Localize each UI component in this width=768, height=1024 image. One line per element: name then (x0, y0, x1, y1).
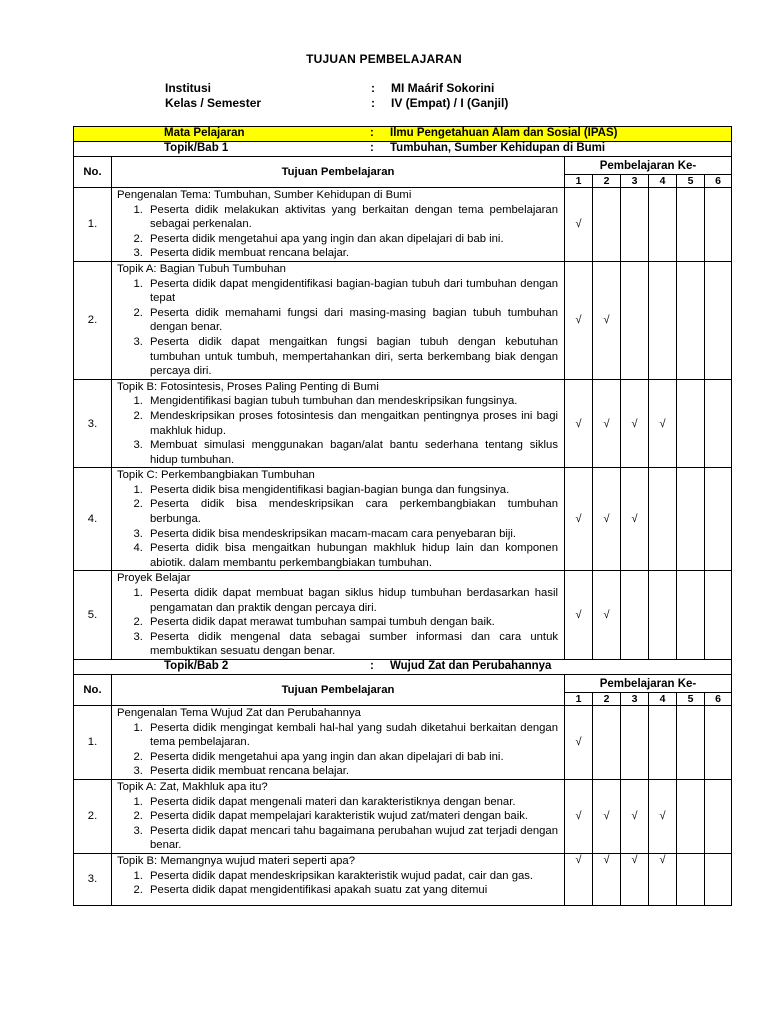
objective-list (117, 869, 558, 898)
check-mark-2: √ (593, 853, 621, 905)
header-pembelajaran-ke: Pembelajaran Ke- (565, 157, 732, 175)
header-num-1: 1 (565, 693, 593, 706)
objective-item: 4. Peserta didik bisa mengaitkan hubungan makhluk hidup lain dan komponen abiotik. dalam membantu perkembangbiakan tumbuhan. (146, 541, 558, 570)
check-cell-5 (677, 571, 705, 660)
document-title: TUJUAN PEMBELAJARAN (306, 52, 462, 66)
check-cell-4 (649, 571, 677, 660)
header-tujuan: Tujuan Pembelajaran (112, 157, 565, 188)
table-row (74, 379, 732, 468)
check-cell-3 (621, 706, 649, 780)
header-num-6: 6 (705, 693, 732, 706)
header-num-3: 3 (621, 175, 649, 188)
objective-item: 1. Peserta didik dapat membuat bagan siklus hidup tumbuhan berdasarkan hasil pengamatan dan praktik dengan percaya diri. (146, 586, 558, 615)
topic-title: Pengenalan Tema: Tumbuhan, Sumber Kehidupan di Bumi (117, 189, 412, 201)
meta-label: Institusi (165, 81, 212, 95)
objective-list (117, 483, 558, 571)
row-number: 1. (74, 188, 112, 262)
check-cell-3 (621, 188, 649, 262)
row-number: 3. (74, 379, 112, 468)
table-row (74, 853, 732, 905)
objective-cell (112, 853, 565, 905)
topik-bab-2-row (74, 660, 732, 675)
row-number: 5. (74, 571, 112, 660)
header-num-3: 3 (621, 693, 649, 706)
table-row (74, 571, 732, 660)
header-num-2: 2 (593, 175, 621, 188)
check-cell-2 (593, 706, 621, 780)
check-cell-3 (621, 261, 649, 379)
check-cell-4 (649, 468, 677, 571)
objective-cell (112, 379, 565, 468)
objective-item: 3. Membuat simulasi menggunakan bagan/alat bantu sederhana tentang siklus hidup tumbuhan. (146, 438, 558, 467)
objective-item: 2. Peserta didik mengetahui apa yang ingin dan akan dipelajari di bab ini. (146, 750, 558, 765)
info-colon: : (370, 660, 374, 672)
row-number: 2. (74, 261, 112, 379)
check-mark-3: √ (621, 779, 649, 853)
objective-cell (112, 571, 565, 660)
info-label: Mata Pelajaran (164, 127, 245, 139)
check-mark-1: √ (565, 706, 593, 780)
header-no: No. (74, 157, 112, 188)
info-value: Ilmu Pengetahuan Alam dan Sosial (IPAS) (390, 127, 618, 139)
topic-title: Topik A: Bagian Tubuh Tumbuhan (117, 262, 286, 275)
topik-bab-1-row-content (74, 142, 731, 156)
objective-list (117, 203, 558, 261)
table-row (74, 188, 732, 262)
info-value: Wujud Zat dan Perubahannya (390, 660, 552, 672)
objective-item: 1. Peserta didik melakukan aktivitas yang berkaitan dengan tema pembelajaran sebagai perkenalan. (146, 203, 558, 232)
meta-colon: : (371, 81, 375, 95)
topic-title: Pengenalan Tema Wujud Zat dan Perubahannya (117, 707, 361, 719)
table-row (74, 468, 732, 571)
check-mark-2: √ (593, 571, 621, 660)
objective-item: 2. Peserta didik bisa mendeskripsikan cara perkembangbiakan tumbuhan berbunga. (146, 497, 558, 526)
header-num-5: 5 (677, 693, 705, 706)
topik-bab-1-row-cell (74, 142, 732, 157)
check-cell-5 (677, 779, 705, 853)
meta-value: MI Maárif Sokorini (391, 81, 495, 95)
check-cell-6 (705, 261, 732, 379)
check-mark-1: √ (565, 853, 593, 905)
check-cell-5 (677, 261, 705, 379)
objective-list (117, 586, 558, 659)
mata-pelajaran-row-cell (74, 127, 732, 142)
check-mark-1: √ (565, 779, 593, 853)
objective-cell (112, 188, 565, 262)
objective-list (117, 394, 558, 467)
topic-title: Topik C: Perkembangbiakan Tumbuhan (117, 469, 315, 482)
check-mark-1: √ (565, 188, 593, 262)
check-cell-6 (705, 379, 732, 468)
check-cell-2 (593, 188, 621, 262)
header-num-1: 1 (565, 175, 593, 188)
check-mark-2: √ (593, 261, 621, 379)
objective-item: 1. Mengidentifikasi bagian tubuh tumbuhan dan mendeskripsikan fungsinya. (146, 394, 558, 409)
info-label: Topik/Bab 2 (164, 660, 229, 672)
topik-bab-2-row-cell (74, 660, 732, 675)
check-mark-1: √ (565, 468, 593, 571)
objective-item: 1. Peserta didik bisa mengidentifikasi bagian-bagian bunga dan fungsinya. (146, 483, 558, 498)
info-value: Tumbuhan, Sumber Kehidupan di Bumi (390, 142, 606, 154)
objective-list (117, 721, 558, 779)
check-mark-4: √ (649, 853, 677, 905)
bab1-header-row (74, 157, 732, 175)
header-tujuan: Tujuan Pembelajaran (112, 675, 565, 706)
check-cell-5 (677, 706, 705, 780)
check-cell-6 (705, 188, 732, 262)
objective-item: 3. Peserta didik dapat mencari tahu bagaimana perubahan wujud zat terjadi dengan benar. (146, 824, 558, 853)
check-cell-6 (705, 853, 732, 905)
check-cell-4 (649, 706, 677, 780)
header-num-5: 5 (677, 175, 705, 188)
mata-pelajaran-row-content (74, 127, 731, 141)
header-num-4: 4 (649, 175, 677, 188)
objective-cell (112, 468, 565, 571)
row-number: 1. (74, 706, 112, 780)
objective-item: 2. Peserta didik memahami fungsi dari masing-masing bagian tubuh tumbuhan dengan benar. (146, 306, 558, 335)
row-number: 3. (74, 853, 112, 905)
check-mark-3: √ (621, 379, 649, 468)
header-num-2: 2 (593, 693, 621, 706)
learning-objectives-table (73, 126, 732, 906)
topik-bab-2-row-content (74, 660, 731, 674)
check-mark-3: √ (621, 853, 649, 905)
check-cell-6 (705, 571, 732, 660)
row-number: 4. (74, 468, 112, 571)
objective-item: 1. Peserta didik dapat mendeskripsikan karakteristik wujud padat, cair dan gas. (146, 869, 558, 884)
check-cell-5 (677, 379, 705, 468)
check-cell-5 (677, 188, 705, 262)
topik-bab-1-row (74, 142, 732, 157)
objective-list (117, 795, 558, 853)
check-cell-6 (705, 779, 732, 853)
check-cell-5 (677, 853, 705, 905)
mata-pelajaran-row (74, 127, 732, 142)
check-cell-3 (621, 571, 649, 660)
objective-item: 1. Peserta didik dapat mengenali materi dan karakteristiknya dengan benar. (146, 795, 558, 810)
objective-item: 1. Peserta didik mengingat kembali hal-hal yang sudah diketahui berkaitan dengan tema pembelajaran. (146, 721, 558, 750)
objective-item: 1. Peserta didik dapat mengidentifikasi bagian-bagian tubuh dari tumbuhan dengan tepat (146, 277, 558, 306)
header-num-6: 6 (705, 175, 732, 188)
objective-item: 2. Peserta didik dapat mengidentifikasi apakah suatu zat yang ditemui (146, 883, 558, 898)
check-cell-4 (649, 188, 677, 262)
topic-title: Topik B: Memangnya wujud materi seperti apa? (117, 854, 355, 867)
check-cell-6 (705, 706, 732, 780)
info-label: Topik/Bab 1 (164, 142, 229, 154)
check-mark-1: √ (565, 379, 593, 468)
objective-item: 2. Peserta didik dapat merawat tumbuhan sampai tumbuh dengan baik. (146, 615, 558, 630)
check-mark-2: √ (593, 379, 621, 468)
objective-cell (112, 779, 565, 853)
check-cell-4 (649, 261, 677, 379)
table-row (74, 261, 732, 379)
objective-list (117, 277, 558, 379)
table-row (74, 706, 732, 780)
bab2-header-row (74, 675, 732, 693)
objective-item: 2. Peserta didik mengetahui apa yang ingin dan akan dipelajari di bab ini. (146, 232, 558, 247)
objective-cell (112, 261, 565, 379)
check-mark-4: √ (649, 379, 677, 468)
meta-label: Kelas / Semester (165, 96, 262, 110)
objective-item: 3. Peserta didik bisa mendeskripsikan macam-macam cara penyebaran biji. (146, 527, 558, 542)
meta-value: IV (Empat) / I (Ganjil) (391, 96, 509, 110)
table-row (74, 779, 732, 853)
info-colon: : (370, 127, 374, 139)
objective-item: 3. Peserta didik membuat rencana belajar. (146, 764, 558, 779)
check-mark-2: √ (593, 779, 621, 853)
check-mark-2: √ (593, 468, 621, 571)
objective-cell (112, 706, 565, 780)
header-num-4: 4 (649, 693, 677, 706)
topic-title: Topik A: Zat, Makhluk apa itu? (117, 780, 268, 793)
header-pembelajaran-ke: Pembelajaran Ke- (565, 675, 732, 693)
row-number: 2. (74, 779, 112, 853)
objective-item: 3. Peserta didik dapat mengaitkan fungsi bagian tubuh dengan kebutuhan tumbuhan untuk tumbuh, mempertahankan diri, serta berkembang biak dengan percaya diri. (146, 335, 558, 379)
topic-title: Topik B: Fotosintesis, Proses Paling Penting di Bumi (117, 380, 379, 393)
check-mark-1: √ (565, 571, 593, 660)
check-mark-1: √ (565, 261, 593, 379)
check-cell-5 (677, 468, 705, 571)
info-colon: : (370, 142, 374, 154)
check-cell-6 (705, 468, 732, 571)
objective-item: 3. Peserta didik membuat rencana belajar. (146, 246, 558, 261)
check-mark-3: √ (621, 468, 649, 571)
check-mark-4: √ (649, 779, 677, 853)
topic-title: Proyek Belajar (117, 572, 191, 585)
meta-colon: : (371, 96, 375, 110)
objective-item: 2. Mendeskripsikan proses fotosintesis dan mengaitkan pentingnya proses ini bagi makhluk hidup. (146, 409, 558, 438)
objective-item: 3. Peserta didik mengenal data sebagai sumber informasi dan cara untuk membuktikan sesuatu dengan benar. (146, 630, 558, 659)
header-no: No. (74, 675, 112, 706)
objective-item: 2. Peserta didik dapat mempelajari karakteristik wujud zat/materi dengan baik. (146, 809, 558, 824)
